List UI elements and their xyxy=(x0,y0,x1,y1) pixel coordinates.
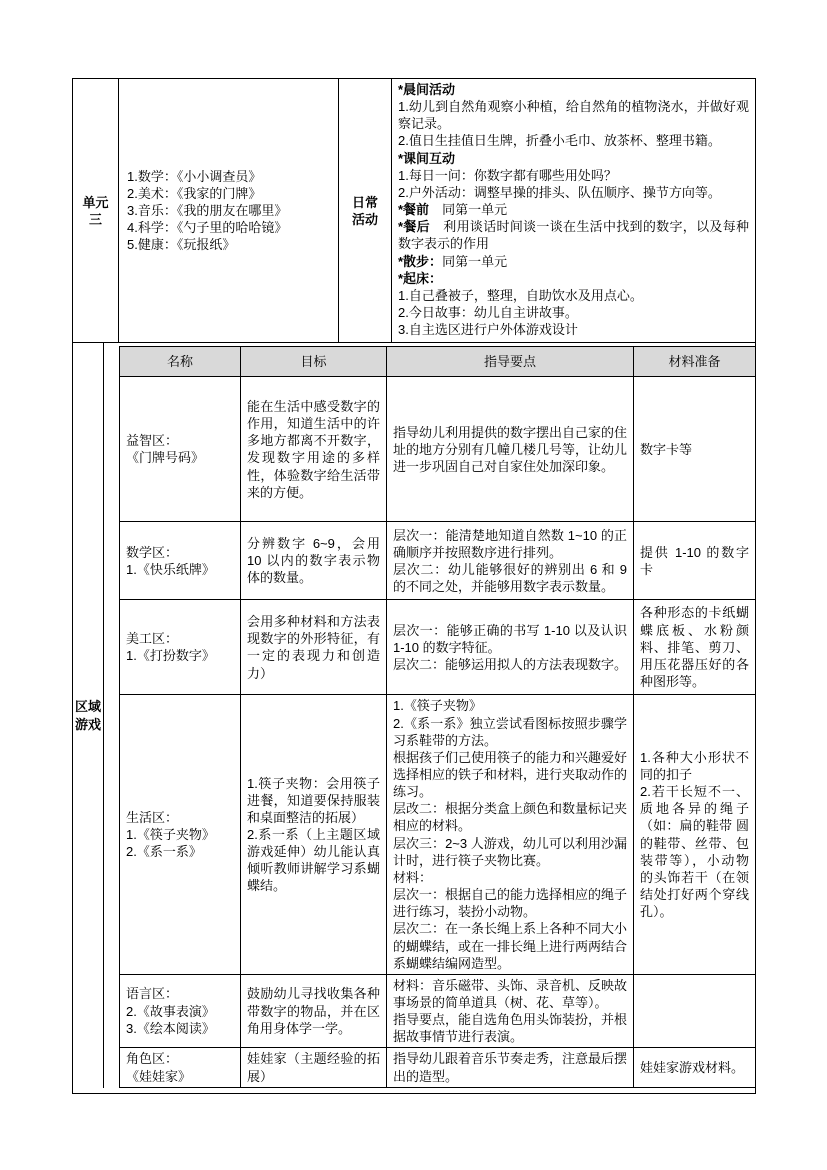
area-goal: 娃娃家（主题经验的拓展） xyxy=(247,1051,380,1084)
region-table-header xyxy=(120,347,755,377)
area-material: 数字卡等 xyxy=(640,441,693,457)
region-games-label-cell xyxy=(73,343,104,1087)
subjects-list: 1.数学：《小小调查员》 2.美术：《我家的门牌》 3.音乐：《我的朋友在哪里》 4.科学：《勺子里的哈哈镜》 5.健康：《玩报纸》 xyxy=(127,168,288,253)
region-games-section xyxy=(73,343,755,1092)
name-cell xyxy=(120,1048,241,1086)
guide-cell xyxy=(387,695,634,974)
guide-cell xyxy=(387,1048,634,1086)
area-guide: 材料：音乐磁带、头饰、录音机、反映故事场景的简单道具（树、花、草等）。 指导要点，能自选角色用头饰装扮，并根据故事情节进行表演。 xyxy=(393,977,628,1045)
material-cell xyxy=(634,600,755,694)
area-goal: 会用多种材料和方法表现数字的外形特征，有一定的表现力和创造力） xyxy=(247,614,380,681)
area-name: 美工区： 1.《打扮数字》 xyxy=(126,631,215,664)
header-guide-label: 指导要点 xyxy=(483,354,536,370)
area-name: 益智区： 《门牌号码》 xyxy=(126,433,205,466)
guide-cell xyxy=(387,600,634,694)
header-cell-material xyxy=(634,347,755,376)
area-name: 数学区： 1.《快乐纸牌》 xyxy=(126,544,215,577)
region-table xyxy=(119,346,755,1087)
area-goal: 分辨数字 6~9，会用 10 以内的数字表示物体的数量。 xyxy=(247,536,380,586)
area-guide: 层次一：能清楚地知道自然数 1~10 的正确顺序并按照数序进行排列。 层次二：幼儿能够很好的辨别出 6 和 9 的不同之处，并能够用数字表示数量。 xyxy=(393,527,627,594)
name-cell xyxy=(120,695,241,974)
guide-cell xyxy=(387,522,634,599)
header-cell-guide xyxy=(387,347,634,376)
area-guide: 指导幼儿跟着音乐节奏走秀，注意最后摆出的造型。 xyxy=(393,1051,628,1084)
area-material: 1.各种大小形状不同的扣子 2.若干长短不一、质地各异的绳子（如：扁的鞋带 圆的鞋带、丝带、包装带等），小动物的头饰若干（在领结处打好两个穿线孔）。 xyxy=(640,749,749,920)
table-row-puzzle-area xyxy=(120,377,755,522)
material-cell xyxy=(634,695,755,974)
daily-activities-detail-cell xyxy=(392,79,755,342)
area-guide: 指导幼儿利用提供的数字摆出自己家的住址的地方分别有几幢几楼几号等，让幼儿进一步巩固自己对自家住处加深印象。 xyxy=(393,424,628,474)
goal-cell xyxy=(241,695,387,974)
goal-cell xyxy=(241,600,387,694)
name-cell xyxy=(120,377,241,521)
area-name: 语言区： 2.《故事表演》 3.《绘本阅读》 xyxy=(126,986,215,1036)
area-material: 娃娃家游戏材料。 xyxy=(640,1060,745,1076)
area-goal: 能在生活中感受数字的作用，知道生活中的许多地方都离不开数字，发现数字用途的多样性，体验数字给生活带来的方便。 xyxy=(247,398,380,500)
goal-cell xyxy=(241,975,387,1048)
plan-sheet xyxy=(72,78,756,1094)
area-guide: 1.《筷子夹物》 2.《系一系》独立尝试看图标按照步骤学习系鞋带的方法。 根据孩子们己使用筷子的能力和兴趣爱好选择相应的铁子和材料，进行夹取动作的练习。 层改二：根据分类盒上颜色和数量标记夹相应的材料。 层次三：2~3 人游戏，幼儿可以利用沙漏计时，进行筷子夹物比赛。 材料： 层次一：根据自己的能力选择相应的绳子进行练习，装扮小动物。 层次二：在一条长绳上系上各种不同大小的蝴蝶结，或在一排长绳上进行两两结合系蝴蝶结编网造型。 xyxy=(393,698,628,971)
area-material: 各种形态的卡纸蝴蝶底板、水粉颜料、排笔、剪刀、用压花器压好的各种图形等。 xyxy=(640,605,749,690)
table-row-life-area xyxy=(120,695,755,975)
table-gutter xyxy=(104,343,119,1087)
area-name: 生活区： 1.《筷子夹物》 2.《系一系》 xyxy=(126,809,215,860)
goal-cell xyxy=(241,522,387,599)
area-name: 角色区： 《娃娃家》 xyxy=(126,1051,192,1084)
header-material-label: 材料准备 xyxy=(668,354,721,370)
unit-label-cell xyxy=(73,79,119,342)
goal-cell xyxy=(241,377,387,521)
table-row-math-area xyxy=(120,522,755,600)
area-material: 提供 1-10 的数字卡 xyxy=(640,544,749,577)
table-row-roleplay-area xyxy=(120,1048,755,1086)
daily-activities-label: 日常 活动 xyxy=(351,194,378,227)
area-goal: 鼓励幼儿寻找收集各种带数字的物品，并在区角用身体学一学。 xyxy=(247,986,380,1036)
unit-row xyxy=(73,79,755,343)
guide-cell xyxy=(387,975,634,1048)
material-cell xyxy=(634,377,755,521)
header-cell-name xyxy=(120,347,241,376)
name-cell xyxy=(120,975,241,1048)
daily-activities-detail: *晨间活动 1.幼儿到自然角观察小种植，给自然角的植物浇水，并做好观察记录。 2.值日生挂值日生牌，折叠小毛巾、放茶杯、整理书籍。 *课间互动 1.每日一问：你数字都有哪些用处吗？ 2.户外活动：调整早操的排头、队伍顺序、操节方向等。 *餐前 同第一单元 *餐后 利用谈话时间谈一谈在生活中找到的数字，以及每种数字表示的作用 *散步：同第一单元 *起床： 1.自己叠被子，整理，自助饮水及用点心。 2.今日故事：幼儿自主讲故事。 3.自主选区进行户外体游戏设计 xyxy=(398,82,749,338)
material-cell xyxy=(634,975,755,1048)
subjects-cell xyxy=(119,79,339,342)
area-goal: 1.筷子夹物：会用筷子进餐，知道要保持服装和桌面整洁的拓展） 2.系一系（上主题区域游戏延伸）幼儿能认真倾听教师讲解学习系蝴蝶结。 xyxy=(247,775,380,894)
document-table xyxy=(72,78,756,1094)
region-games-label: 区域 游戏 xyxy=(74,699,101,732)
header-name-label: 名称 xyxy=(166,354,193,370)
table-row-art-area xyxy=(120,600,755,695)
table-row-language-area xyxy=(120,975,755,1049)
material-cell xyxy=(634,1048,755,1086)
area-guide: 层次一：能够正确的书写 1-10 以及认识 1-10 的数字特征。 层次二：能够运用拟人的方法表现数字。 xyxy=(393,622,628,672)
header-cell-goal xyxy=(241,347,387,376)
material-cell xyxy=(634,522,755,599)
goal-cell xyxy=(241,1048,387,1086)
header-goal-label: 目标 xyxy=(300,354,327,370)
guide-cell xyxy=(387,377,634,521)
unit-label: 单元 三 xyxy=(82,194,109,227)
name-cell xyxy=(120,600,241,694)
daily-activities-label-cell xyxy=(339,79,392,342)
name-cell xyxy=(120,522,241,599)
